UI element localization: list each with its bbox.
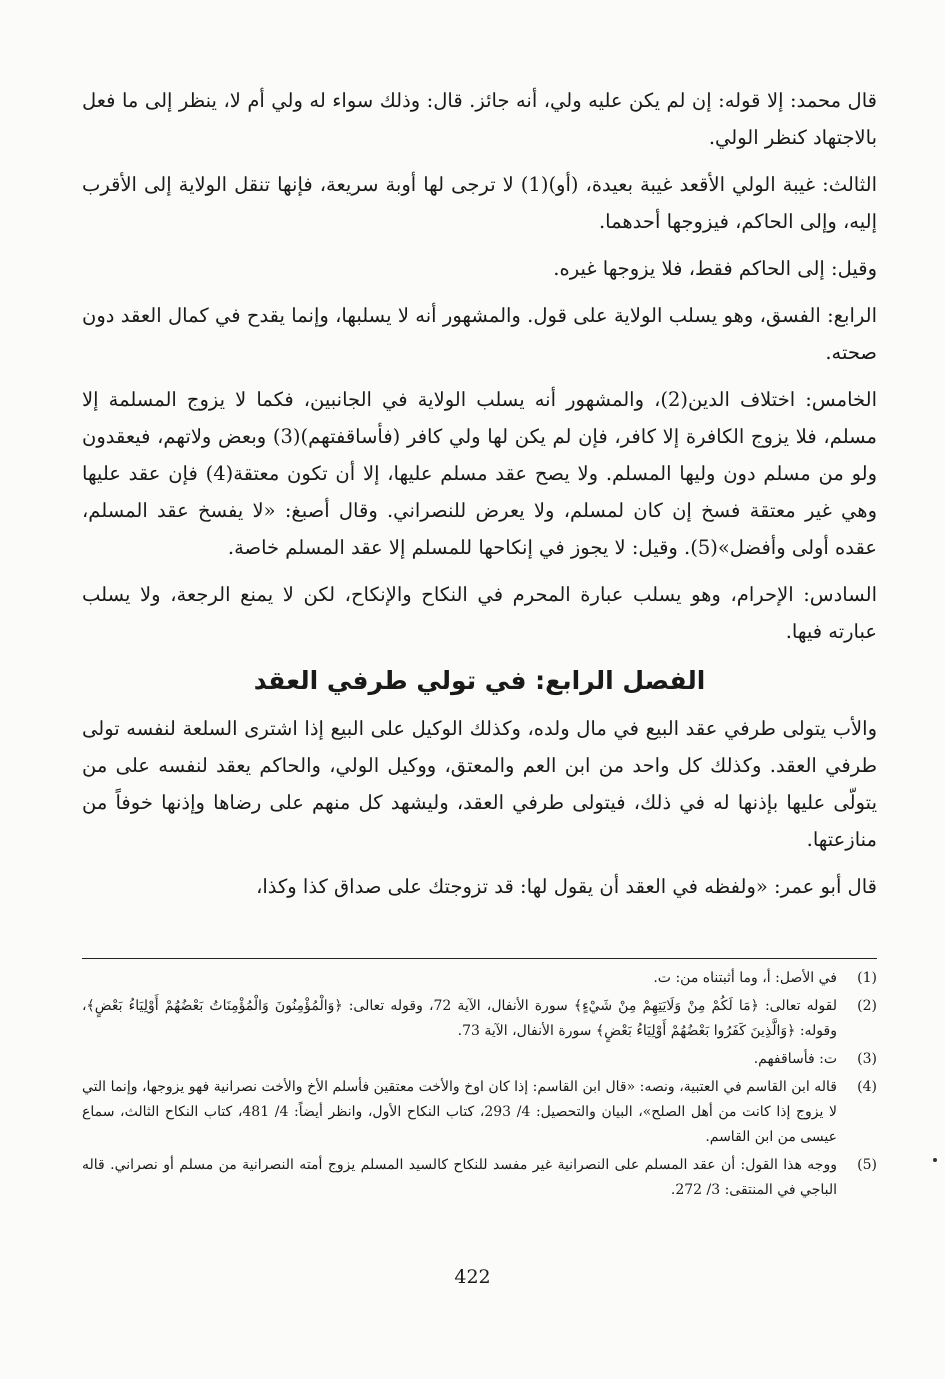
paragraph-4: الرابع: الفسق، وهو يسلب الولاية على قول. والمشهور أنه لا يسلبها، وإنما يقدح في كمال العقد دون صحته. (82, 304, 877, 364)
footnote (82, 1153, 877, 1203)
footnote-text: ووجه هذا القول: أن عقد المسلم على النصرانية غير مفسد للنكاح كالسيد المسلم يزوج أمته النصرانية من مسلم أو نصراني. قاله الباجي في المنتقى: 3/ 272. (82, 1157, 837, 1198)
footnote (82, 1047, 877, 1072)
footnote-number: (1) (857, 970, 877, 986)
footnote-text: لقوله تعالى: ﴿مَا لَكُمْ مِنْ وَلَايَتِهِمْ مِنْ شَيْءٍ﴾ سورة الأنفال، الآية 72، وقوله تعالى: ﴿وَالْمُؤْمِنُونَ وَالْمُؤْمِنَاتُ بَعْضُهُمْ أَوْلِيَاءُ بَعْضٍ﴾، وقوله: ﴿وَالَّذِينَ كَفَرُوا بَعْضُهُمْ أَوْلِيَاءُ بَعْضٍ﴾ سورة الأنفال، الآية 73. (82, 998, 837, 1039)
footnote-separator (82, 958, 877, 959)
paragraph-5: الخامس: اختلاف الدين(2)، والمشهور أنه يسلب الولاية في الجانبين، فكما لا يزوج المسلمة إلا مسلم، فلا يزوج الكافرة إلا كافر، فإن لم يكن لها ولي كافر (فأساقفتهم)(3) وبعض ولاتهم، فيعقدون ولو من مسلم دون وليها المسلم. ولا يصح عقد مسلم عليها، إلا أن تكون معتقة(4) فإن عقد عليها وهي غير معتقة فسخ إن كان لمسلم، ولا يعرض للنصراني. وقال أصبغ: «لا يفسخ عقد المسلم، عقده أولى وأفضل»(5). وقيل: لا يجوز في إنكاحها للمسلم إلا عقد المسلم خاصة. (82, 388, 877, 559)
main-text (82, 82, 877, 915)
footnote (82, 994, 877, 1044)
footnote-text: قاله ابن القاسم في العتبية، ونصه: «قال ابن القاسم: إذا كان اوخ والأخت معتقين فأسلم الأخ والأخت نصرانية فهو يزوجها، وإنما التي لا يزوج إذا كانت من أهل الصلح»، البيان والتحصيل: 4/ 293، كتاب النكاح الأول، وانظر أيضاً: 4/ 481، كتاب النكاح الثالث، سماع عيسى من ابن القاسم. (82, 1079, 837, 1145)
footnote-text: في الأصل: أ، وما أثبتناه من: ت. (653, 970, 837, 986)
footnote (82, 1075, 877, 1150)
footnotes (82, 966, 877, 1206)
footnote-number: (5) (857, 1157, 877, 1173)
scan-mark (933, 1158, 937, 1162)
section-heading: الفصل الرابع: في تولي طرفي العقد (253, 666, 706, 695)
footnote-number: (3) (857, 1051, 877, 1067)
section-paragraph-1: والأب يتولى طرفي عقد البيع في مال ولده، وكذلك الوكيل على البيع إذا اشترى السلعة لنفسه تولى طرفي العقد. وكذلك كل واحد من ابن العم والمعتق، ووكيل الولي، والحاكم يعقد لنفسه على من يتولّى عليها بإذنها له في ذلك، فيتولى طرفي العقد، وليشهد كل منهم على رضاها وإذنها خوفاً من منازعتها. (82, 717, 877, 851)
footnote-text: ت: فأساقفهم. (753, 1051, 837, 1067)
paragraph-2: الثالث: غيبة الولي الأقعد غيبة بعيدة، (أو)(1) لا ترجى لها أوبة سريعة، فإنها تنقل الولاية إلى الأقرب إليه، وإلى الحاكم، فيزوجها أحدهما. (82, 173, 877, 233)
section-paragraph-2: قال أبو عمر: «ولفظه في العقد أن يقول لها: قد تزوجتك على صداق كذا وكذا، (256, 875, 877, 898)
footnote-number: (2) (857, 998, 877, 1014)
paragraph-1: قال محمد: إلا قوله: إن لم يكن عليه ولي، أنه جائز. قال: وذلك سواء له ولي أم لا، ينظر إلى ما فعل بالاجتهاد كنظر الولي. (82, 89, 877, 149)
page-number: 422 (454, 1266, 491, 1288)
paragraph-6: السادس: الإحرام، وهو يسلب عبارة المحرم في النكاح والإنكاح، لكن لا يمنع الرجعة، ولا يسلب عبارته فيها. (82, 583, 877, 643)
paragraph-3: وقيل: إلى الحاكم فقط، فلا يزوجها غيره. (553, 257, 877, 280)
footnote (82, 966, 877, 991)
footnote-number: (4) (857, 1079, 877, 1095)
